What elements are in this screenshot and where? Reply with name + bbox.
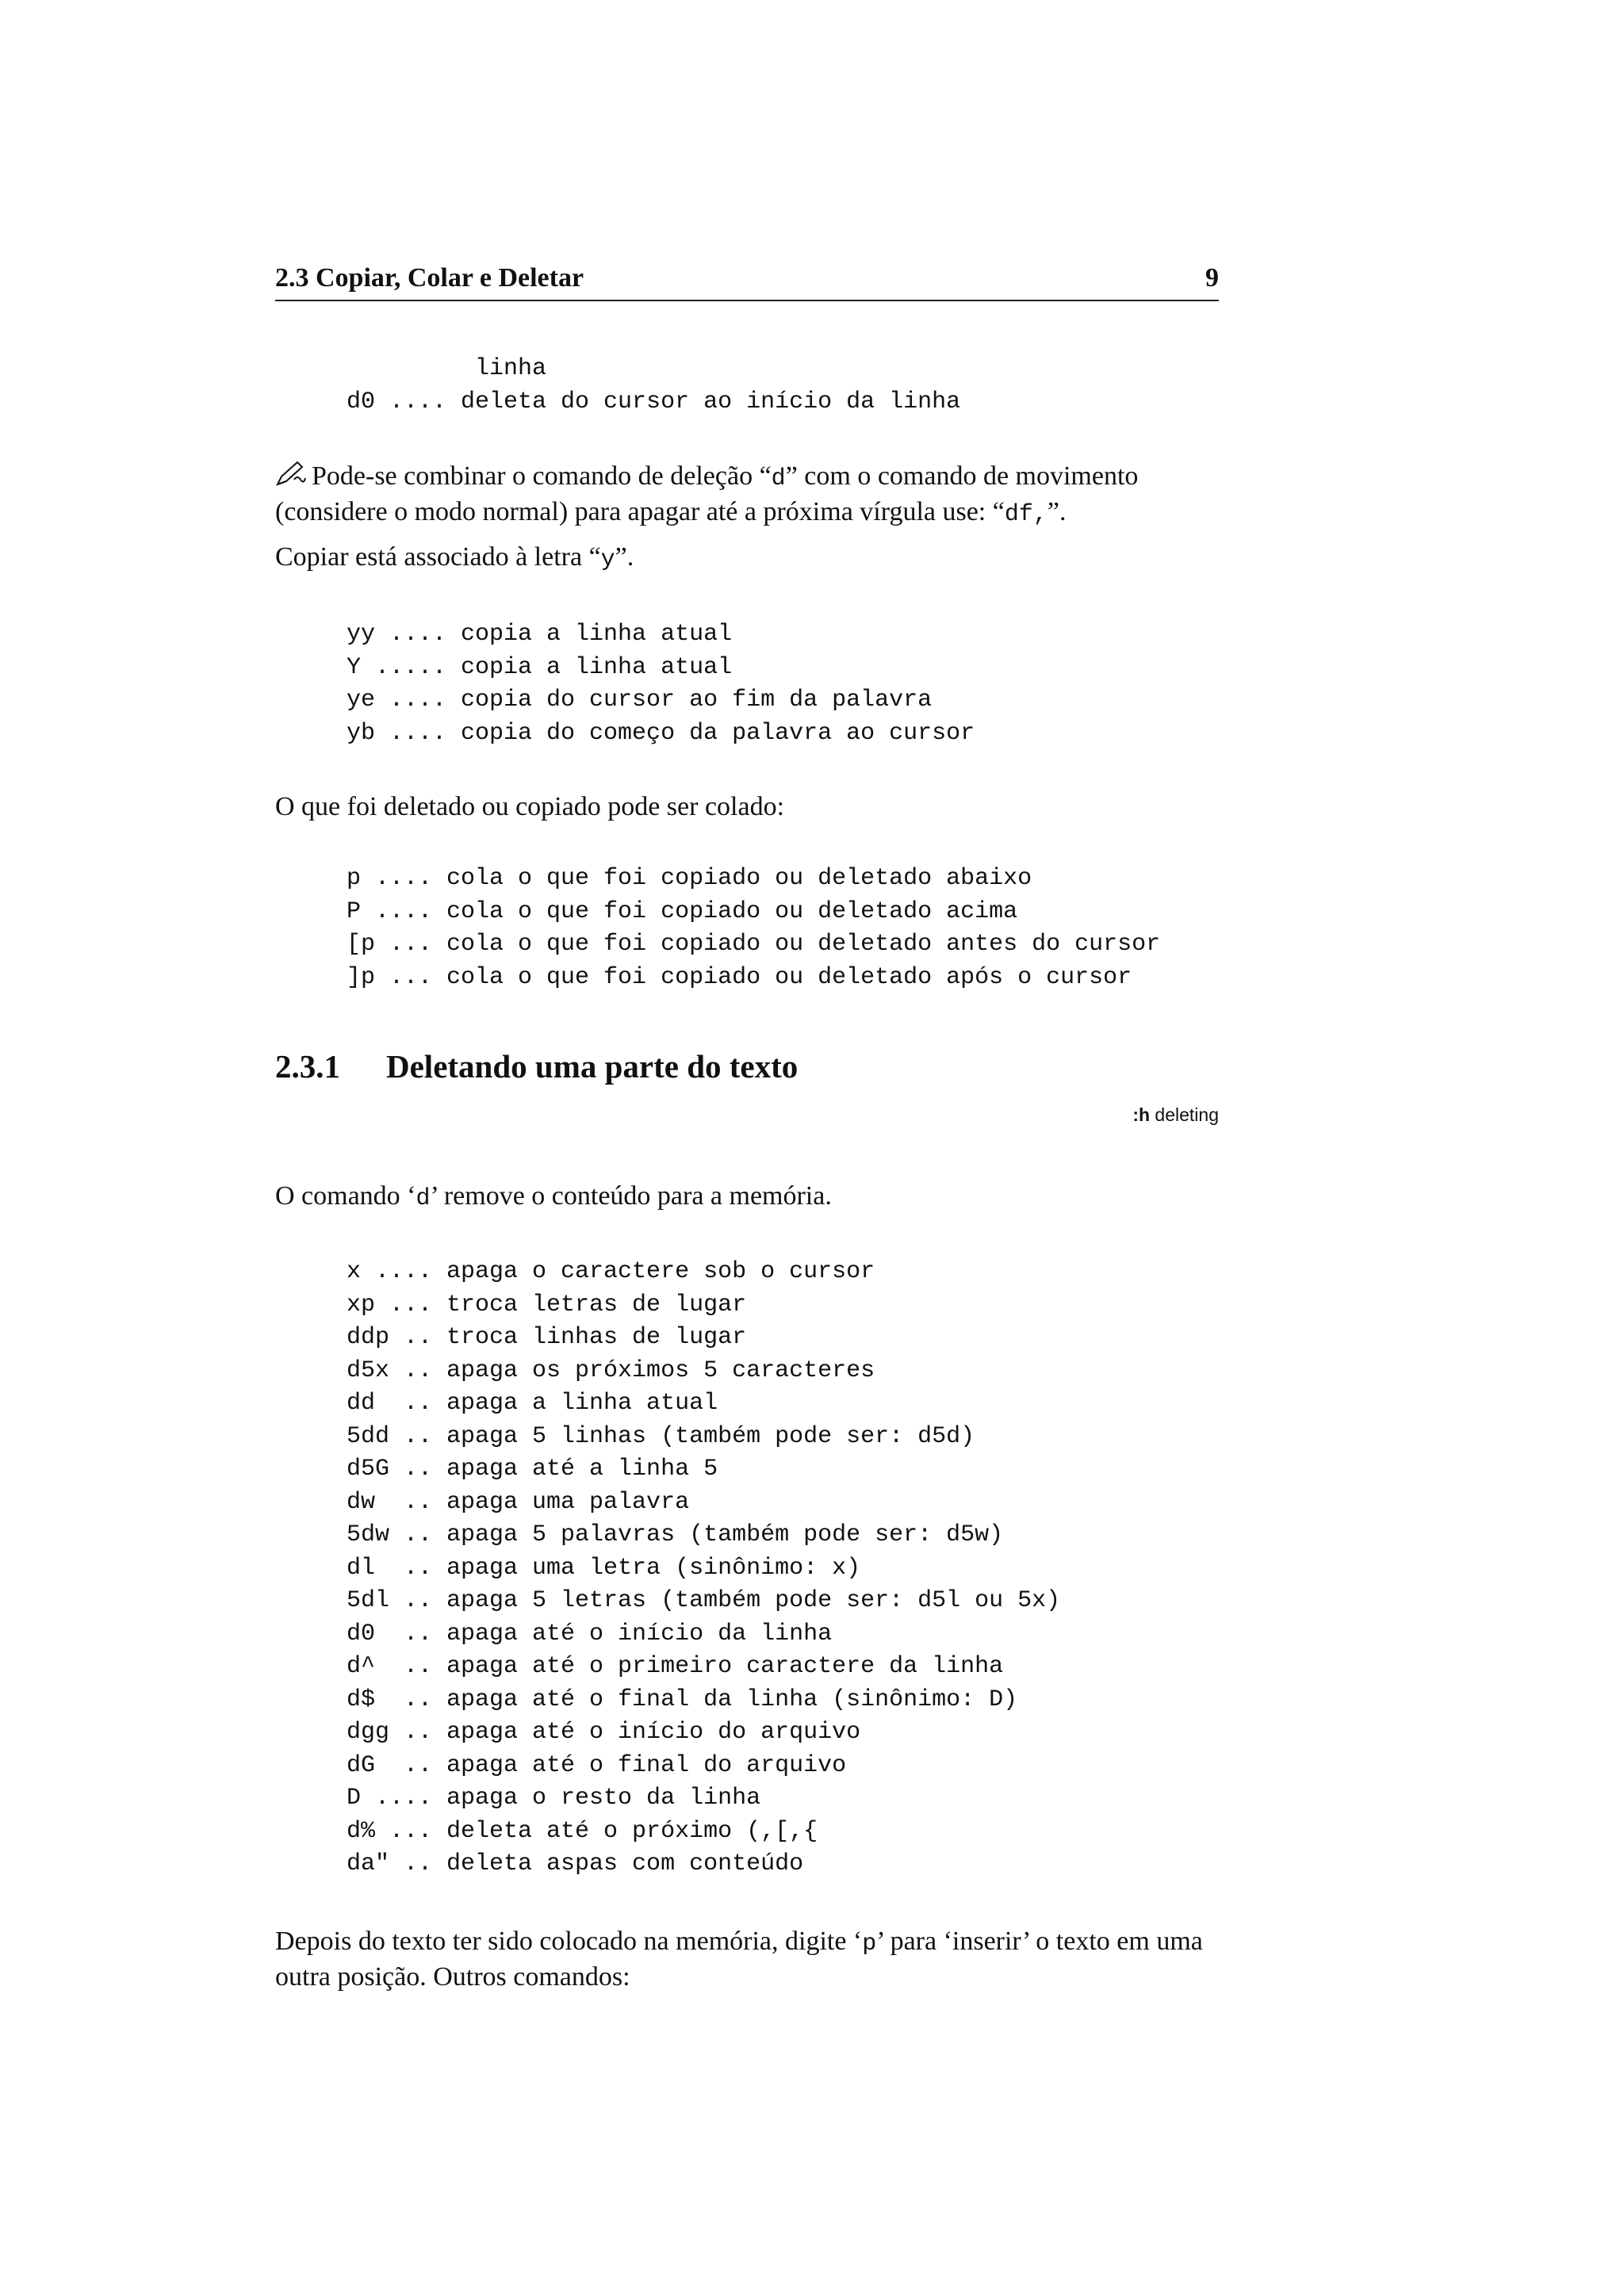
delete-intro — [275, 1180, 1219, 1215]
code-block-paste — [347, 863, 1160, 994]
copy-intro-end: ”. — [615, 542, 634, 572]
code-line: d0 .... deleta do cursor ao início da linha — [347, 388, 961, 415]
document-page — [275, 0, 1219, 2296]
copy-intro-cmd: y — [600, 546, 615, 573]
help-margin-note — [1132, 1104, 1219, 1126]
code-line: yy .... copia a linha atual — [347, 621, 733, 648]
code-line: d^ .. apaga até o primeiro caractere da linha — [347, 1653, 1004, 1680]
code-block-delete — [347, 1256, 1060, 1881]
code-line: d0 .. apaga até o início da linha — [347, 1620, 833, 1647]
page-number: 9 — [1205, 263, 1219, 293]
note-paragraph — [275, 460, 1219, 531]
section-title: Deletando uma parte do texto — [386, 1048, 799, 1085]
code-block-copy — [347, 618, 975, 750]
pencil-icon — [275, 461, 307, 488]
final-text-2: ’ para ‘inserir’ o texto em uma outra posição. Outros comandos: — [275, 1927, 1203, 1992]
delete-intro-text: O comando ‘ — [275, 1181, 416, 1211]
note-cmd-df: df, — [1004, 501, 1048, 528]
section-heading — [275, 1047, 798, 1086]
section-number: 2.3.1 — [275, 1048, 340, 1085]
note-text-3: ”. — [1047, 497, 1067, 526]
header-title: 2.3 Copiar, Colar e Deletar — [275, 263, 584, 293]
code-line: dw .. apaga uma palavra — [347, 1488, 690, 1516]
code-line: D .... apaga o resto da linha — [347, 1785, 761, 1812]
note-text-2: ” com o comando de movimento (considere o modo normal) para apagar até a próxima vírgula use: “ — [275, 461, 1139, 526]
code-line: d5G .. apaga até a linha 5 — [347, 1456, 718, 1483]
code-line: dgg .. apaga até o início do arquivo — [347, 1719, 861, 1746]
code-line: linha — [347, 355, 547, 382]
final-cmd-p: p — [862, 1931, 877, 1957]
code-block-delete-line — [347, 353, 960, 419]
code-line: yb .... copia do começo da palavra ao cursor — [347, 719, 975, 747]
code-line: [p ... cola o que foi copiado ou deletado antes do cursor — [347, 931, 1161, 958]
code-line: 5dl .. apaga 5 letras (também pode ser: d5l ou 5x) — [347, 1587, 1061, 1614]
code-line: ddp .. troca linhas de lugar — [347, 1324, 747, 1351]
final-paragraph — [275, 1925, 1219, 1994]
code-line: Y ..... copia a linha atual — [347, 653, 733, 681]
copy-intro-text: Copiar está associado à letra “ — [275, 542, 601, 572]
paste-intro: O que foi deletado ou copiado pode ser colado: — [275, 792, 785, 821]
code-line: ye .... copia do cursor ao fim da palavra — [347, 687, 933, 714]
help-topic: deleting — [1155, 1104, 1219, 1125]
copy-intro — [275, 541, 1219, 576]
code-line: d5x .. apaga os próximos 5 caracteres — [347, 1357, 875, 1384]
code-line: p .... cola o que foi copiado ou deletado abaixo — [347, 865, 1032, 892]
note-text-1: Pode-se combinar o comando de deleção “ — [312, 461, 772, 491]
code-line: P .... cola o que foi copiado ou deletado acima — [347, 897, 1018, 925]
final-text-1: Depois do texto ter sido colocado na memória, digite ‘ — [275, 1927, 863, 1956]
code-line: dG .. apaga até o final do arquivo — [347, 1751, 847, 1779]
code-line: x .... apaga o caractere sob o cursor — [347, 1258, 875, 1285]
code-line: da" .. deleta aspas com conteúdo — [347, 1850, 804, 1877]
code-line: 5dw .. apaga 5 palavras (também pode ser: d5w) — [347, 1521, 1004, 1548]
delete-intro-cmd: d — [416, 1185, 431, 1212]
help-command: :h — [1132, 1104, 1151, 1125]
code-line: dl .. apaga uma letra (sinônimo: x) — [347, 1554, 861, 1582]
code-line: dd .. apaga a linha atual — [347, 1390, 718, 1417]
code-line: ]p ... cola o que foi copiado ou deletado após o cursor — [347, 963, 1132, 991]
running-header — [275, 263, 1219, 301]
code-line: d% ... deleta até o próximo (,[,{ — [347, 1817, 818, 1845]
code-line: 5dd .. apaga 5 linhas (também pode ser: d5d) — [347, 1422, 975, 1450]
note-cmd-d: d — [771, 465, 786, 492]
code-line: d$ .. apaga até o final da linha (sinônimo: D) — [347, 1686, 1018, 1713]
delete-intro-end: ’ remove o conteúdo para a memória. — [430, 1181, 832, 1211]
code-line: xp ... troca letras de lugar — [347, 1291, 747, 1318]
